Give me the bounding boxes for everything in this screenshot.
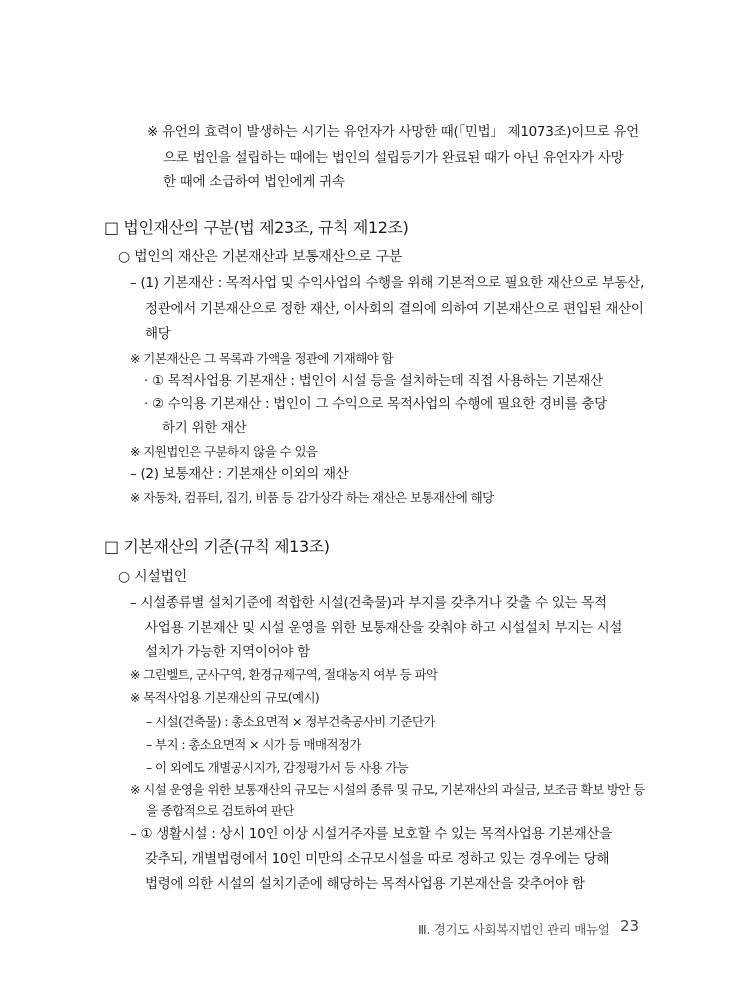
bullet-revenue-basic-property-line-2: 하기 위한 재산 (162, 420, 247, 436)
section-heading-basic-property-standard: □ 기본재산의 기준(규칙 제13조) (104, 537, 330, 556)
section1-subheading: ○ 법인의 재산은 기본재산과 보통재산으로 구분 (118, 249, 402, 265)
section-heading-property-classification: □ 법인재산의 구분(법 제23조, 규칙 제12조) (104, 218, 409, 237)
note-ordinary-property-scale-line-1: ※ 시설 운영을 위한 보통재산의 규모는 시설의 종류 및 규모, 기본재산의 과실금, 보조금 확보 방안 등 (130, 782, 645, 797)
facility-corp-line-3: 설치가 가능한 지역이어야 함 (145, 644, 310, 660)
facility-corp-line-2: 사업용 기본재산 및 시설 운영을 위한 보통재산을 갖춰야 하고 시설설치 부지는 시설 (145, 620, 623, 636)
note-greenbelt: ※ 그린벨트, 군사구역, 환경규제구역, 절대농지 여부 등 파악 (130, 667, 438, 682)
example-land: – 부지 : 총소요면적 × 시가 등 매매적정가 (146, 737, 361, 752)
note-will-line-2: 으로 법인을 설립하는 때에는 법인의 설립등기가 완료된 때가 아닌 유언자가 사망 (163, 150, 624, 166)
page-number: 23 (620, 917, 640, 935)
note-ordinary-property-scale-line-2: 을 종합적으로 검토하여 판단 (146, 803, 294, 818)
basic-property-line-1: – (1) 기본재산 : 목적사업 및 수익사업의 수행을 위해 기본적으로 필요한 재산으로 부동산, (130, 275, 645, 291)
section2-subheading: ○ 시설법인 (118, 569, 187, 585)
basic-property-line-3: 해당 (145, 326, 171, 342)
example-building: – 시설(건축물) : 총소요면적 × 정부건축공사비 기준단가 (146, 714, 435, 729)
note-depreciable-assets: ※ 자동차, 컴퓨터, 집기, 비품 등 감가상각 하는 재산은 보통재산에 해당 (130, 490, 494, 505)
facility-corp-line-1: – 시설종류별 설치기준에 적합한 시설(건축물)과 부지를 갖추거나 갖출 수 있는 목적 (130, 595, 607, 611)
note-basic-property-listing: ※ 기본재산은 그 목록과 가액을 정관에 기재해야 함 (130, 351, 393, 366)
note-support-corp: ※ 지원법인은 구분하지 않을 수 있음 (130, 444, 318, 459)
living-facility-line-1: – ① 생활시설 : 상시 10인 이상 시설거주자를 보호할 수 있는 목적사업용 기본재산을 (130, 826, 612, 842)
note-will-line-3: 한 때에 소급하여 법인에게 귀속 (163, 174, 345, 190)
bullet-revenue-basic-property-line-1: · ② 수익용 기본재산 : 법인이 그 수익으로 목적사업의 수행에 필요한 경비를 충당 (144, 396, 607, 412)
living-facility-line-2: 갖추되, 개별법령에서 10인 미만의 소규모시설을 따로 정하고 있는 경우에는 당해 (145, 851, 610, 867)
note-scale-example: ※ 목적사업용 기본재산의 규모(예시) (130, 690, 320, 705)
note-will-line-1: ※ 유언의 효력이 발생하는 시기는 유언자가 사망한 때(「민법」 제1073조)이므로 유언 (147, 124, 639, 140)
basic-property-line-2: 정관에서 기본재산으로 정한 재산, 이사회의 결의에 의하여 기본재산으로 편입된 재산이 (145, 301, 644, 317)
bullet-purpose-basic-property: · ① 목적사업용 기본재산 : 법인이 시설 등을 설치하는데 직접 사용하는 기본재산 (144, 373, 603, 389)
footer-title: Ⅲ. 경기도 사회복지법인 관리 매뉴얼 (418, 922, 610, 937)
example-other: – 이 외에도 개별공시지가, 감정평가서 등 사용 가능 (146, 760, 409, 775)
ordinary-property-line: – (2) 보통재산 : 기본재산 이외의 재산 (130, 466, 349, 482)
living-facility-line-3: 법령에 의한 시설의 설치기준에 해당하는 목적사업용 기본재산을 갖추어야 함 (145, 876, 585, 892)
